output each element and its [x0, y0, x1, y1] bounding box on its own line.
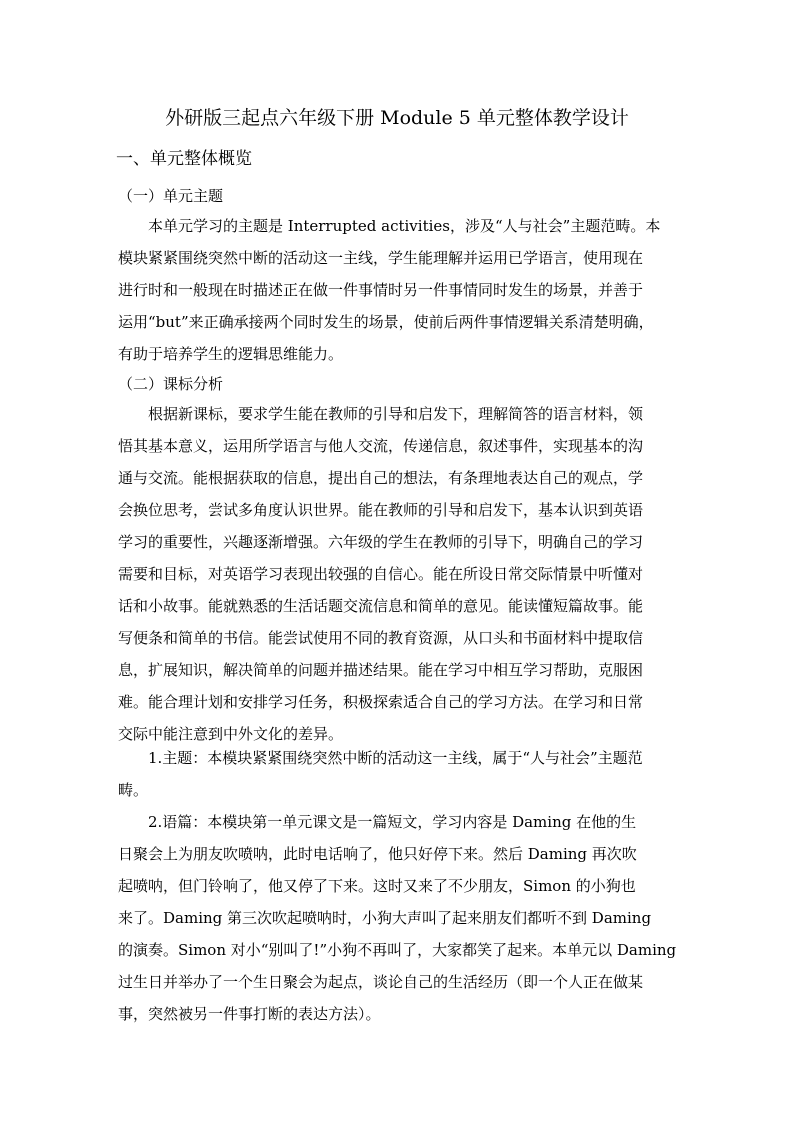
text-line: 事，突然被另一件事打断的表达方法）。 — [118, 1005, 381, 1023]
text-line: 进行时和一般现在时描述正在做一件事情时另一件事情同时发生的场景，并善于 — [118, 281, 644, 299]
text-line: 模块紧紧围绕突然中断的活动这一主线，学生能理解并运用已学语言，使用现在 — [118, 249, 644, 267]
text-line: 根据新课标，要求学生能在教师的引导和启发下，理解简答的语言材料，领 — [148, 405, 644, 423]
paragraph-curriculum — [118, 398, 682, 750]
text-line: 息，扩展知识，解决简单的问题并描述结果。能在学习中相互学习帮助，克服困 — [118, 661, 644, 679]
paragraph-topic — [118, 742, 682, 806]
text-line: 难。能合理计划和安排学习任务，积极探索适合自己的学习方法。在学习和日常 — [118, 693, 644, 711]
section-heading-overview: 一、单元整体概览 — [116, 149, 252, 169]
paragraph-theme — [118, 210, 682, 370]
text-line: 悟其基本意义，运用所学语言与他人交流，传递信息，叙述事件，实现基本的沟 — [118, 437, 644, 455]
text-line: 本单元学习的主题是 Interrupted activities，涉及“人与社会”主题范畴。本 — [148, 217, 661, 235]
text-line: 的演奏。Simon 对小“别叫了!”小狗不再叫了，大家都笑了起来。本单元以 Daming — [118, 941, 677, 959]
text-line: 有助于培养学生的逻辑思维能力。 — [118, 345, 344, 363]
text-line: 起喷呐，但门铃响了，他又停了下来。这时又来了不少朋友，Simon 的小狗也 — [118, 877, 636, 895]
text-line: 1.主题：本模块紧紧围绕突然中断的活动这一主线，属于“人与社会”主题范 — [148, 749, 643, 767]
text-line: 交际中能注意到中外文化的差异。 — [118, 725, 344, 743]
text-line: 学习的重要性，兴趣逐渐增强。六年级的学生在教师的引导下，明确自己的学习 — [118, 533, 644, 551]
document-title: 外研版三起点六年级下册 Module 5 单元整体教学设计 — [165, 107, 629, 129]
text-line: 需要和目标，对英语学习表现出较强的自信心。能在所设日常交际情景中听懂对 — [118, 565, 644, 583]
text-line: 畴。 — [118, 781, 149, 799]
text-line: 2.语篇：本模块第一单元课文是一篇短文，学习内容是 Daming 在他的生 — [148, 813, 637, 831]
text-line: 运用“but”来正确承接两个同时发生的场景，使前后两件事情逻辑关系清楚明确， — [118, 313, 654, 331]
text-line: 日聚会上为朋友吹喷呐，此时电话响了，他只好停下来。然后 Daming 再次吹 — [118, 845, 637, 863]
text-line: 会换位思考，尝试多角度认识世界。能在教师的引导和启发下，基本认识到英语 — [118, 501, 644, 519]
text-line: 通与交流。能根据获取的信息，提出自己的想法，有条理地表达自己的观点，学 — [118, 469, 644, 487]
paragraph-discourse — [118, 806, 682, 1030]
text-line: 话和小故事。能就熟悉的生活话题交流信息和简单的意见。能读懂短篇故事。能 — [118, 597, 644, 615]
text-line: 写便条和简单的书信。能尝试使用不同的教育资源，从口头和书面材料中提取信 — [118, 629, 644, 647]
subsection-heading-curriculum: （二）课标分析 — [118, 375, 224, 393]
text-line: 过生日并举办了一个生日聚会为起点，谈论自己的生活经历（即一个人正在做某 — [118, 973, 644, 991]
text-line: 来了。Daming 第三次吹起喷呐时，小狗大声叫了起来朋友们都听不到 Daming — [118, 909, 652, 927]
subsection-heading-theme: （一）单元主题 — [118, 187, 224, 205]
